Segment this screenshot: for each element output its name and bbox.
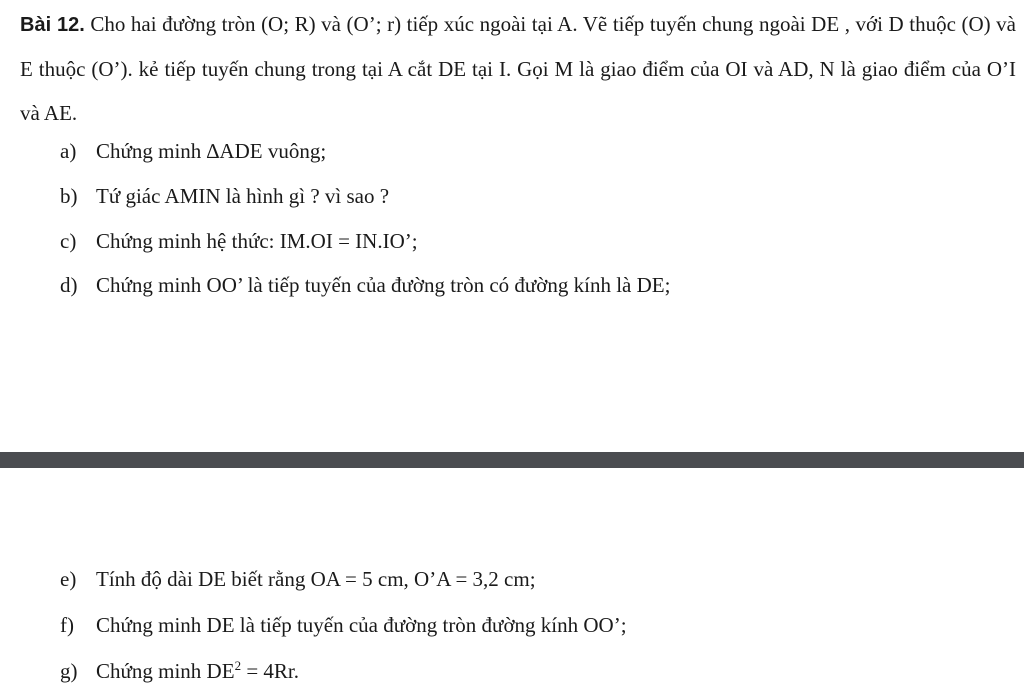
problem-label: Bài 12. (20, 14, 85, 36)
question-text-after: = 4Rr. (241, 659, 299, 683)
question-text: Chứng minh ∆ADE vuông; (96, 139, 327, 163)
question-text: Tứ giác AMIN là hình gì ? vì sao ? (96, 184, 390, 208)
question-item-a (60, 136, 326, 166)
question-item-g (60, 656, 299, 686)
page-separator (0, 452, 1024, 468)
question-letter: d) (60, 273, 78, 297)
superscript-exponent: 2 (234, 658, 242, 673)
problem-text: Cho hai đường tròn (O; R) và (O’; r) tiếp xúc ngoài tại A. Vẽ tiếp tuyến chung ngoài DE , với D thuộc (O) và E thuộc (O’). kẻ tiếp tuyến chung trong tại A cắt DE tại I. Gọi M là giao điểm của OI và AD, N là giao điểm của O’I và AE. (20, 12, 1016, 125)
question-text: Chứng minh OO’ là tiếp tuyến của đường tròn có đường kính là DE; (96, 273, 671, 297)
question-item-c (60, 226, 418, 256)
question-item-f (60, 610, 627, 640)
question-letter: f) (60, 613, 74, 637)
question-text: Chứng minh DE là tiếp tuyến của đường tròn đường kính OO’; (96, 613, 627, 637)
question-letter: b) (60, 184, 78, 208)
question-text: Chứng minh hệ thức: IM.OI = IN.IO’; (96, 229, 418, 253)
question-text-before: Chứng minh DE (96, 659, 235, 683)
problem-statement (20, 2, 1016, 135)
question-text: Tính độ dài DE biết rằng OA = 5 cm, O’A = 3,2 cm; (96, 567, 536, 591)
question-letter: a) (60, 139, 77, 163)
document-page-bottom (0, 468, 1024, 700)
question-letter: g) (60, 659, 78, 683)
question-letter: e) (60, 567, 77, 591)
question-letter: c) (60, 229, 77, 253)
question-item-d (60, 270, 670, 300)
question-item-b (60, 181, 389, 211)
question-item-e (60, 564, 536, 594)
